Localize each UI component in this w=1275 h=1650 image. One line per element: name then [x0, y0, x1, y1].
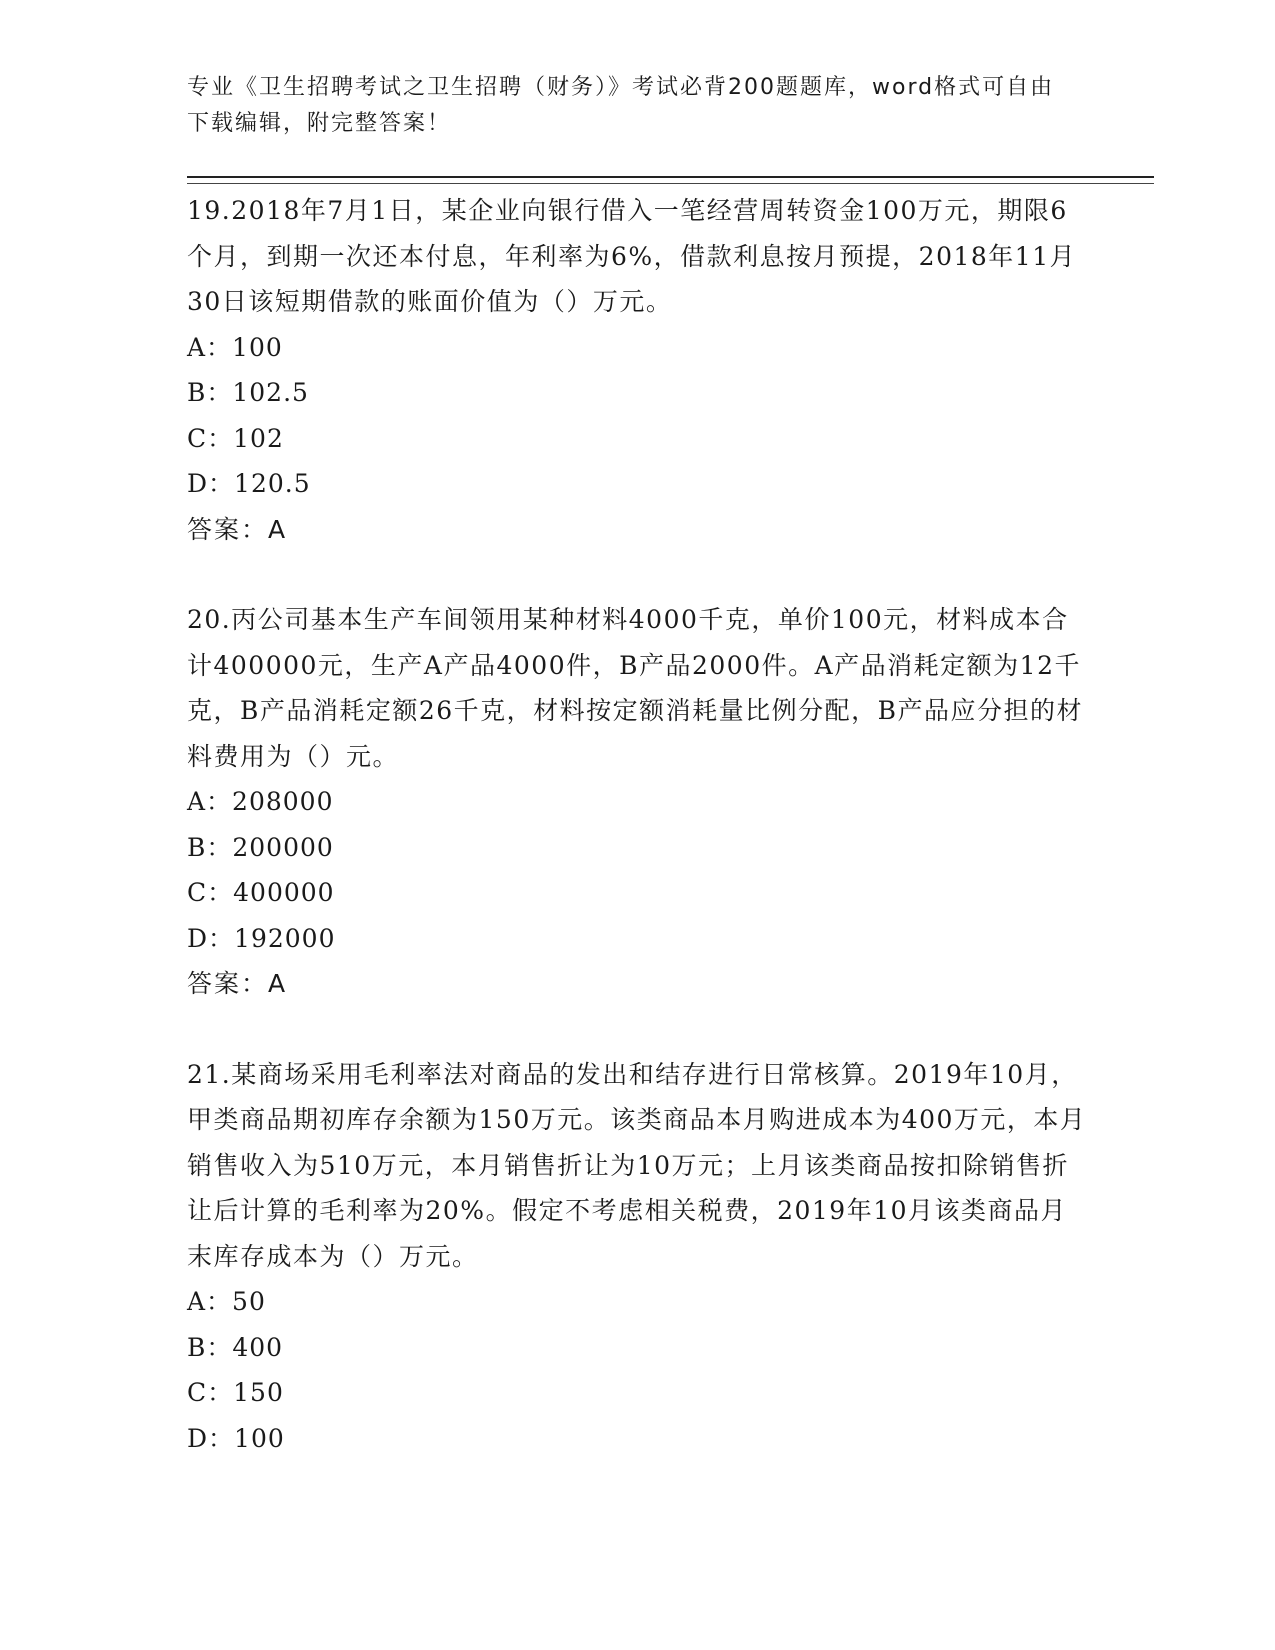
header-divider-thick: [187, 176, 1154, 178]
answer-line: 答案：A: [187, 969, 288, 998]
option-b: B：200000: [187, 832, 334, 862]
question-stem: 19.2018年7月1日，某企业向银行借入一笔经营周转资金100万元，期限6个月，到期一次还本付息，年利率为6%，借款利息按月预提，2018年11月30日该短期借款的账面价值为（）万元。: [187, 196, 1077, 316]
option-a: A：208000: [187, 787, 334, 816]
question-stem: 20.丙公司基本生产车间领用某种材料4000千克，单价100元，材料成本合计400000元，生产A产品4000件，B产品2000件。A产品消耗定额为12千克，B产品消耗定额26千克，材料按定额消耗量比例分配，B产品应分担的材料费用为（）元。: [187, 605, 1084, 771]
question-21: [187, 1052, 1087, 1462]
document-header: 专业《卫生招聘考试之卫生招聘（财务）》考试必背200题题库，word格式可自由下载编辑，附完整答案！: [187, 75, 1055, 136]
option-c: C：150: [187, 1378, 284, 1407]
question-list: [187, 188, 1087, 1461]
question-stem: 21.某商场采用毛利率法对商品的发出和结存进行日常核算。2019年10月，甲类商品期初库存余额为150万元。该类商品本月购进成本为400万元，本月销售收入为510万元，本月销售折让为10万元；上月该类商品按扣除销售折让后计算的毛利率为20%。假定不考虑相关税费，2019年10月该类商品月末库存成本为（）万元。: [187, 1059, 1087, 1271]
option-b: B：400: [187, 1332, 284, 1362]
question-spacer: [187, 552, 1087, 597]
option-a: A：50: [187, 1287, 266, 1316]
header-divider-thin: [187, 183, 1154, 184]
question-20: [187, 597, 1087, 1007]
option-d: D：120.5: [187, 469, 311, 498]
question-spacer: [187, 1007, 1087, 1052]
option-a: A：100: [187, 332, 283, 362]
answer-line: 答案：A: [187, 514, 288, 544]
option-c: C：102: [187, 423, 284, 453]
option-d: D：100: [187, 1423, 285, 1453]
option-b: B：102.5: [187, 378, 309, 407]
option-c: C：400000: [187, 878, 335, 907]
question-19: [187, 188, 1087, 552]
option-d: D：192000: [187, 923, 336, 953]
